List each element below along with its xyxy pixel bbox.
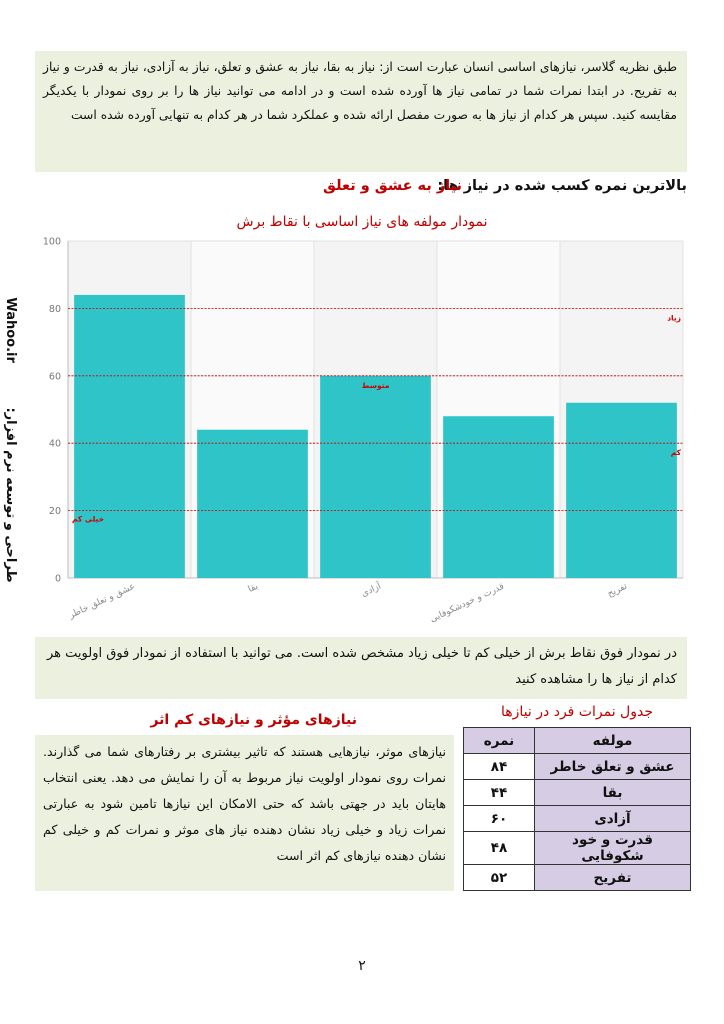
bar-3: [320, 376, 431, 578]
score-cell: ۸۴: [464, 754, 535, 780]
chart-title: نمودار مولفه های نیاز اساسی با نقاط برش: [236, 214, 488, 230]
effective-needs-text: نیازهای موثر، نیازهایی هستند که تاثیر بیشتری بر رفتارهای شما می گذارند. نمرات روی نمودار اولویت نیاز مربوط به آن را نمایش می دهد. یعنی انتخاب هایتان باید در جهتی باشد که حتی الامکان این نیازها تامین شود به عبارتی نمرات زیاد و خیلی زیاد نشان دهنده نیاز های موثر و نمرات کم و خیلی کم نشان دهنده نیازهای کم اثر است: [35, 735, 454, 891]
x-tick-label: عشق و تعلق خاطر: [67, 581, 137, 621]
highest-need-label: بالاترین نمره کسب شده در نیاز ها:: [437, 178, 687, 194]
table-row: [464, 832, 691, 865]
y-tick-label: 100: [42, 236, 61, 248]
component-cell: عشق و تعلق خاطر: [535, 754, 691, 780]
effective-needs-title: نیازهای مؤثر و نیازهای کم اثر: [150, 712, 357, 728]
y-tick-label: 20: [48, 506, 61, 518]
cutoff-label: زیاد: [667, 313, 681, 323]
x-tick-label: آزادی: [360, 581, 383, 600]
header-component: مولفه: [535, 728, 691, 754]
developer-site[interactable]: Wahoo.ir: [3, 297, 18, 363]
score-table-title: جدول نمرات فرد در نیازها: [501, 704, 653, 720]
page-number: ۲: [358, 958, 366, 974]
bar-2: [197, 430, 308, 578]
y-tick-label: 80: [48, 303, 61, 315]
developer-credit-text: طراحی و توسعه نرم افزار:: [3, 407, 18, 583]
component-cell: آزادی: [535, 806, 691, 832]
header-score: نمره: [464, 728, 535, 754]
developer-credit: [0, 290, 18, 590]
table-row: [464, 806, 691, 832]
y-tick-label: 40: [48, 438, 61, 450]
score-cell: ۴۸: [464, 832, 535, 865]
table-row: [464, 780, 691, 806]
x-tick-label: بقا: [246, 581, 260, 595]
y-tick-label: 60: [48, 371, 61, 383]
bar-4: [443, 416, 554, 578]
cutoff-label: متوسط: [361, 380, 390, 390]
score-cell: ۴۴: [464, 780, 535, 806]
table-row: [464, 754, 691, 780]
intro-paragraph: طبق نظریه گلاسر، نیازهای اساسی انسان عبارت است از: نیاز به بقا، نیاز به عشق و تعلق، نیاز به آزادی، نیاز به قدرت و نیاز به تفریح. در ابتدا نمرات شما در تمامی نیاز ها آورده شده است و در ادامه می توانید نیاز ها را بر روی نمودار با یکدیگر مقایسه کنید. سپس هر کدام از نیاز ها به صورت مفصل ارائه شده و عملکرد شما در هر کدام به تنهایی آورده شده است: [35, 51, 687, 172]
score-cell: ۵۲: [464, 865, 535, 891]
component-cell: بقا: [535, 780, 691, 806]
x-tick-label: تفریح: [606, 581, 629, 600]
highest-need-value: نیاز به عشق و تعلق: [323, 178, 462, 194]
y-tick-label: 0: [54, 573, 61, 585]
cutoff-label: کم: [670, 448, 681, 458]
table-header-row: [464, 728, 691, 754]
table-row: [464, 865, 691, 891]
cutoff-label: خیلی کم: [72, 514, 104, 524]
bar-1: [74, 295, 185, 578]
component-cell: تفریح: [535, 865, 691, 891]
bar-5: [566, 403, 677, 578]
x-tick-label: قدرت و خودشکوفایی: [428, 581, 506, 625]
chart-note: در نمودار فوق نقاط برش از خیلی کم تا خیلی زیاد مشخص شده است. می توانید با استفاده از نمودار فوق اولویت هر کدام از نیاز ها را مشاهده کنید: [35, 637, 687, 699]
score-cell: ۶۰: [464, 806, 535, 832]
component-cell: قدرت و خود شکوفایی: [535, 832, 691, 865]
score-table: [463, 727, 691, 891]
